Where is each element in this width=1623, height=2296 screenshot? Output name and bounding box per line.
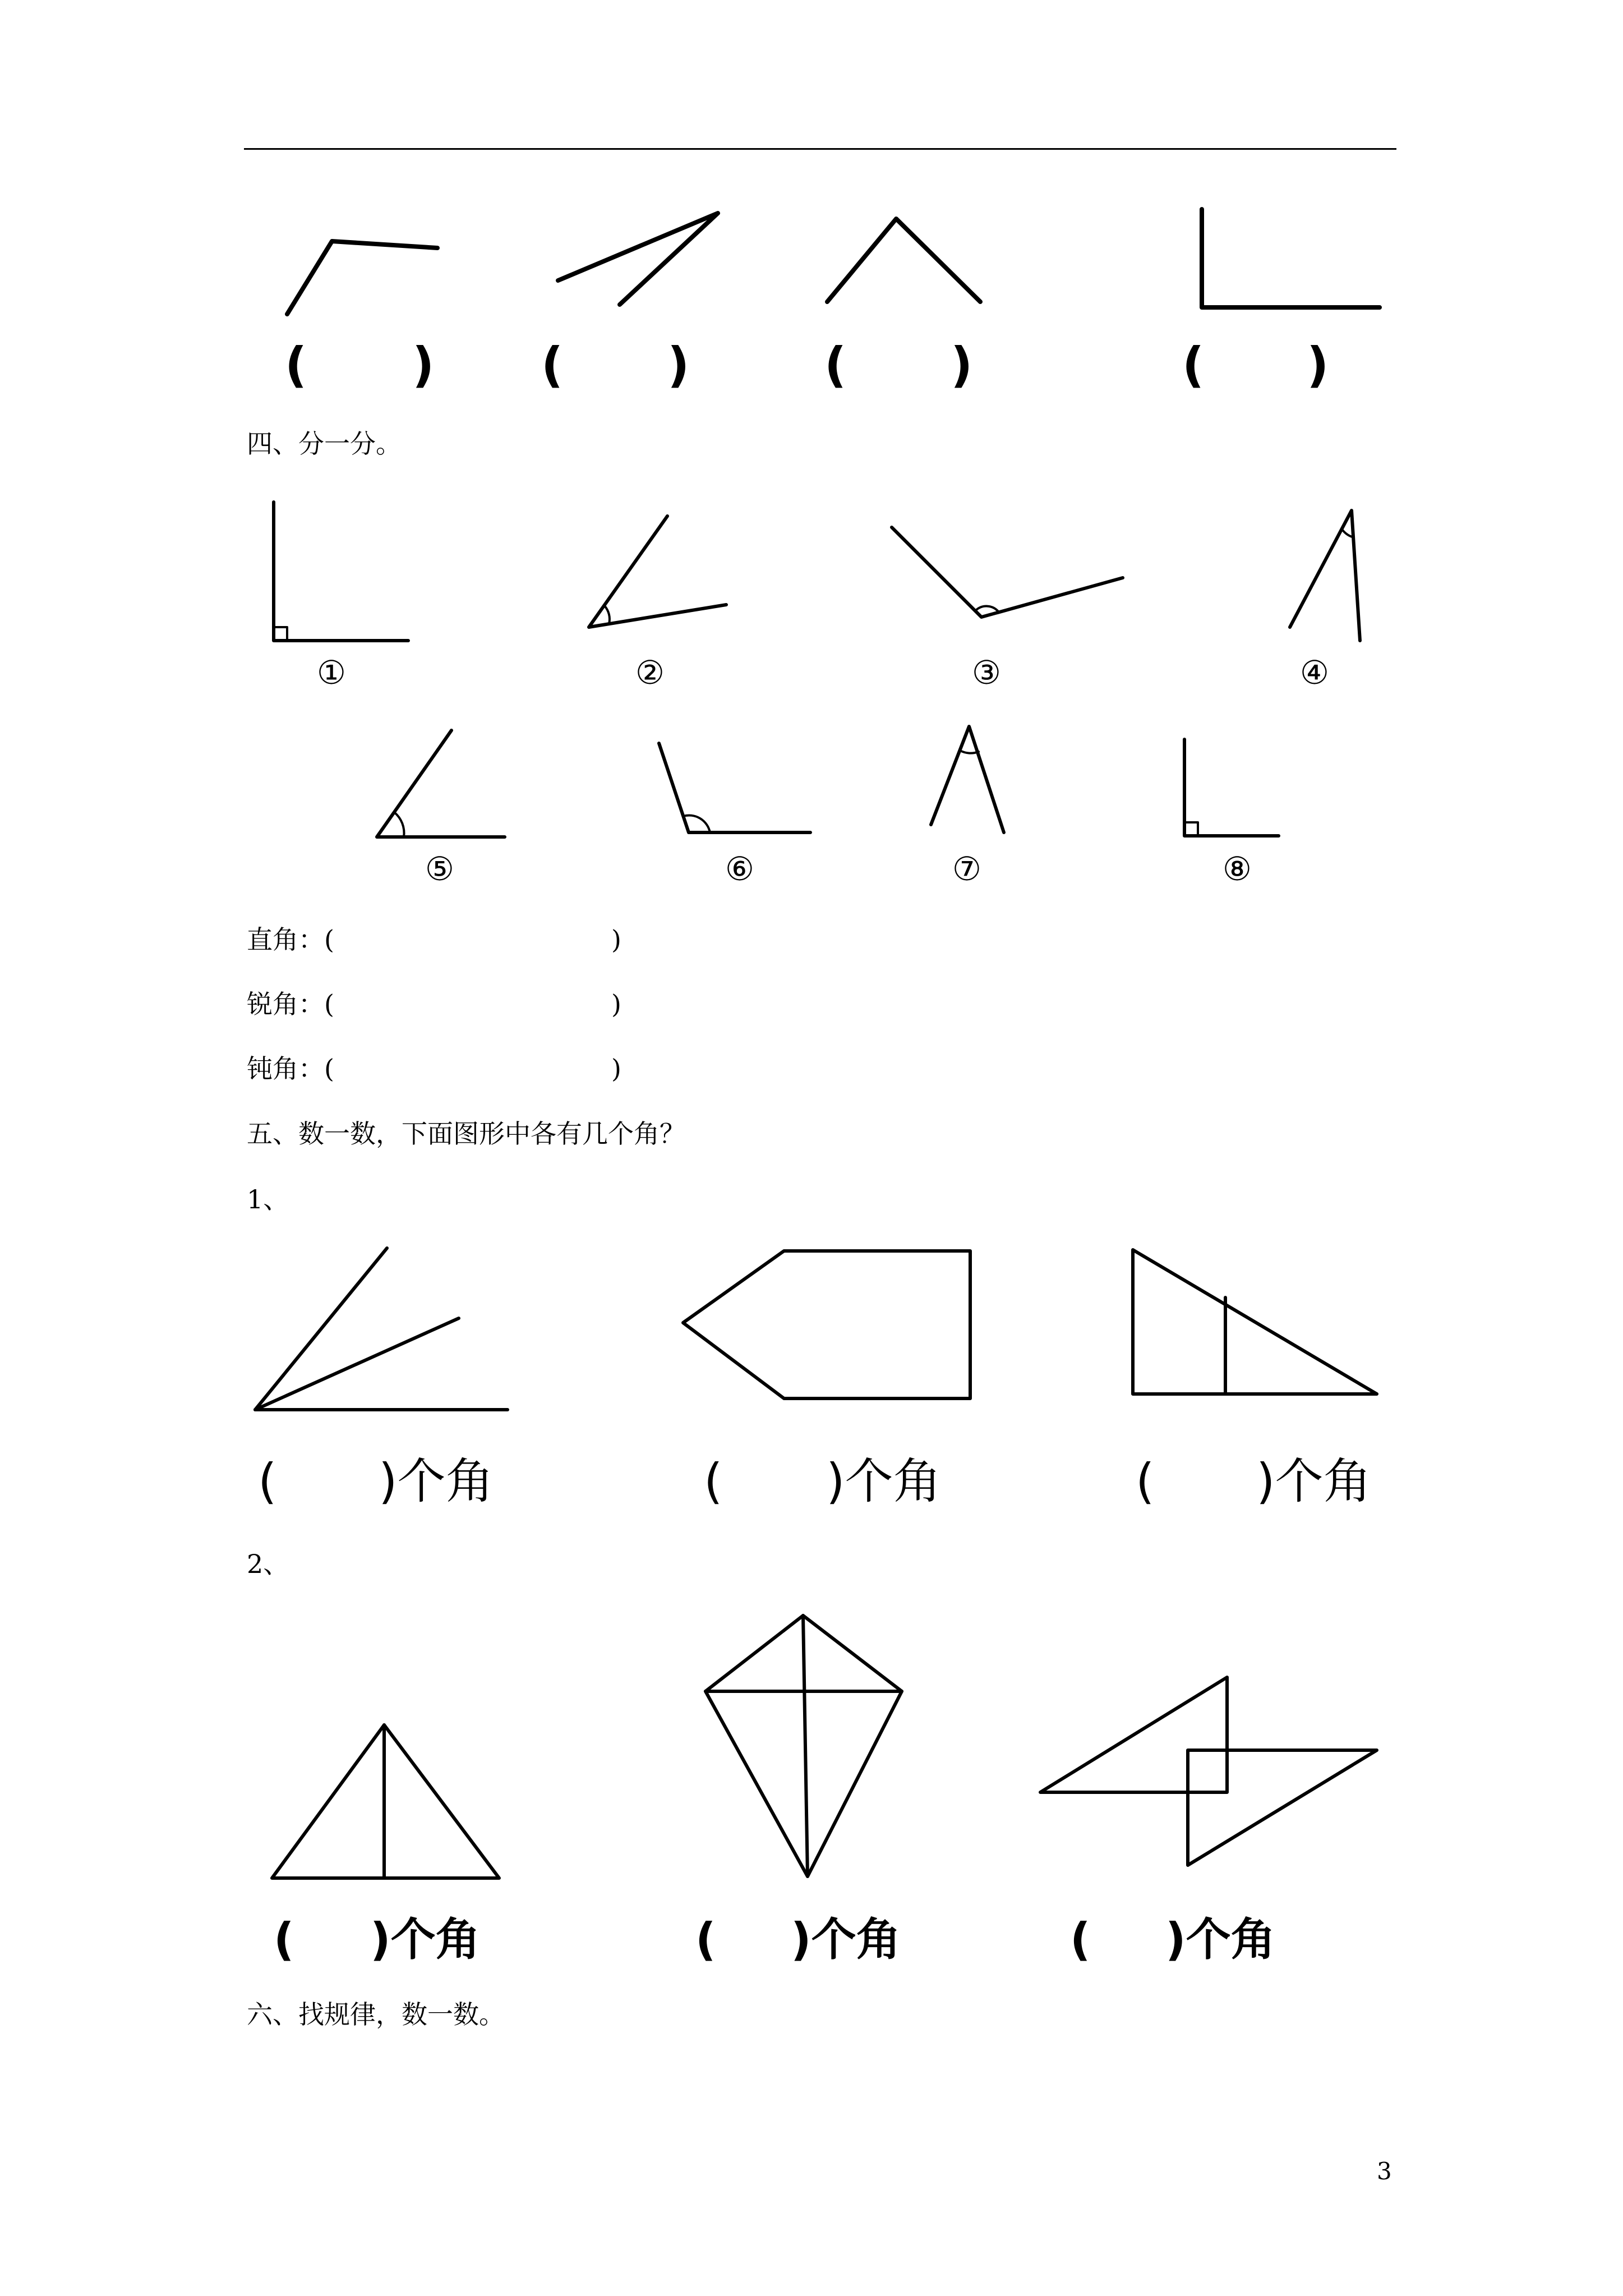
blank-open-paren: ( bbox=[285, 337, 307, 393]
answer-obtuse-angle-label: 钝角：( bbox=[247, 1053, 334, 1084]
section4-heading: 四、分一分。 bbox=[247, 429, 402, 459]
section5-part1-label: 1、 bbox=[247, 1184, 289, 1214]
blank-close-paren: ) bbox=[951, 337, 973, 393]
angle-label-8: ⑧ bbox=[1223, 850, 1252, 888]
blank-open-paren: ( bbox=[1182, 337, 1205, 393]
count-blank-suffix: )个角 bbox=[370, 1913, 481, 1966]
answer-right-angle-close: ) bbox=[611, 924, 621, 955]
blank-close-paren: ) bbox=[667, 337, 690, 393]
count-blank-suffix: )个角 bbox=[1256, 1453, 1372, 1510]
count-blank-suffix: )个角 bbox=[1165, 1913, 1276, 1966]
blank-close-paren: ) bbox=[412, 337, 435, 393]
angle-label-5: ⑤ bbox=[425, 850, 454, 888]
answer-right-angle-label: 直角：( bbox=[247, 924, 334, 955]
answer-acute-angle-close: ) bbox=[611, 989, 621, 1019]
section6-heading: 六、找规律，数一数。 bbox=[247, 1999, 505, 2030]
angle-label-4: ④ bbox=[1300, 654, 1329, 692]
count-blank-suffix: )个角 bbox=[826, 1453, 942, 1510]
count-blank-open: ( bbox=[258, 1453, 277, 1510]
blank-close-paren: ) bbox=[1307, 337, 1329, 393]
section5-part2-label: 2、 bbox=[247, 1549, 289, 1579]
count-blank-open: ( bbox=[274, 1913, 294, 1966]
angle-label-1: ① bbox=[317, 654, 346, 692]
angle-label-2: ② bbox=[635, 654, 665, 692]
blank-open-paren: ( bbox=[824, 337, 847, 393]
count-blank-suffix: )个角 bbox=[379, 1453, 494, 1510]
section5-heading: 五、数一数，下面图形中各有几个角？ bbox=[247, 1119, 685, 1149]
angle-label-7: ⑦ bbox=[952, 850, 981, 888]
count-blank-open: ( bbox=[704, 1453, 723, 1510]
count-blank-open: ( bbox=[1136, 1453, 1155, 1510]
answer-obtuse-angle-close: ) bbox=[611, 1053, 621, 1084]
figure-overlapping-triangles bbox=[1040, 1677, 1377, 1865]
angle-label-6: ⑥ bbox=[725, 850, 754, 888]
blank-open-paren: ( bbox=[541, 337, 564, 393]
count-blank-open: ( bbox=[695, 1913, 716, 1966]
count-blank-suffix: )个角 bbox=[791, 1913, 901, 1966]
figure-kite bbox=[706, 1616, 902, 1876]
count-blank-open: ( bbox=[1070, 1913, 1091, 1966]
figure-split-triangle bbox=[272, 1725, 499, 1878]
answer-acute-angle-label: 锐角：( bbox=[247, 989, 334, 1019]
angle-label-3: ③ bbox=[972, 654, 1001, 692]
page-number: 3 bbox=[1377, 2157, 1392, 2185]
